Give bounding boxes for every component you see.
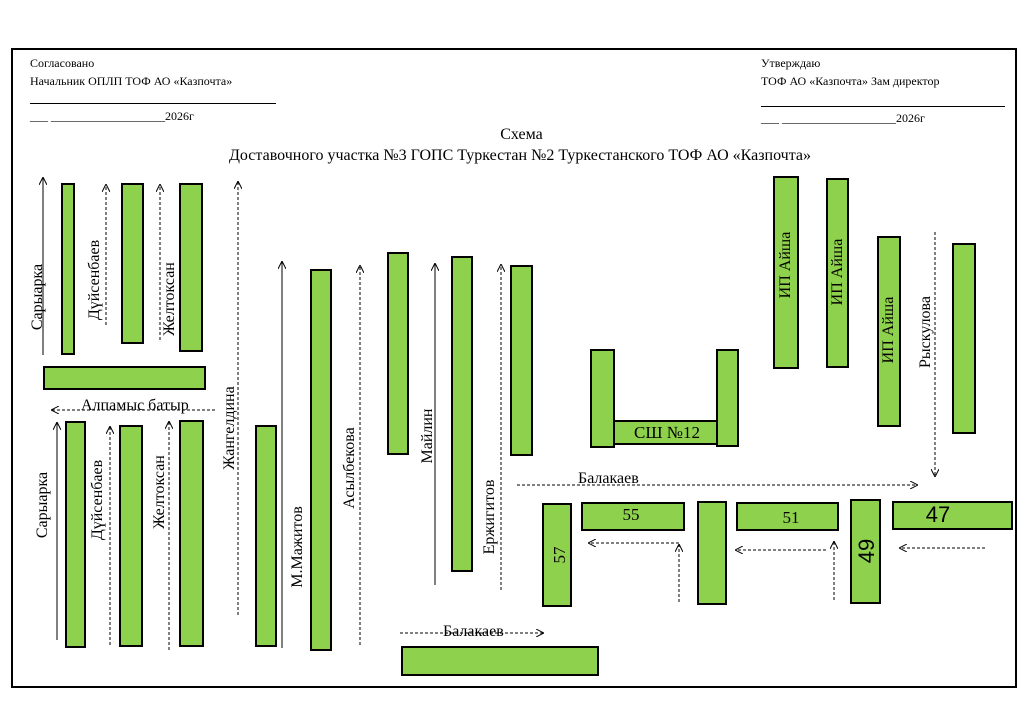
block-balakaev-bottom bbox=[401, 646, 599, 676]
house-47-label: 47 bbox=[925, 502, 951, 527]
block-duisenbaev-bottom bbox=[119, 425, 143, 647]
street-mailin: Майлин bbox=[419, 408, 436, 464]
block-saryarka-bottom bbox=[65, 421, 86, 648]
block-zheltoksan-bottom bbox=[179, 420, 204, 647]
street-asylbekova: Асылбекова bbox=[341, 427, 358, 509]
block-47 bbox=[892, 501, 1013, 530]
street-zhangeldina: Жангелдина bbox=[221, 386, 238, 470]
house-49-label: 49 bbox=[854, 538, 879, 564]
street-ryskulova: Рыскулова bbox=[917, 295, 934, 369]
block-asylbekova bbox=[387, 252, 409, 455]
block-erzhigitov bbox=[510, 265, 533, 456]
ip-aisha-label-3: ИП Айша bbox=[880, 296, 897, 364]
approval-left-position: Начальник ОПЛП ТОФ АО «Казпочта» bbox=[30, 74, 233, 88]
block-mailin bbox=[451, 256, 473, 572]
approval-left-title: Согласовано bbox=[30, 56, 95, 70]
block-school-left bbox=[590, 349, 615, 448]
street-alpamys: Алпамыс батыр bbox=[81, 397, 189, 414]
street-zheltoksan-top: Желтоксан bbox=[161, 262, 178, 336]
block-between-55-51 bbox=[697, 501, 727, 605]
scheme-subtitle: Доставочного участка №3 ГОПС Туркестан №2 Туркестанского ТОФ АО «Казпочта» bbox=[228, 147, 811, 164]
street-duisenbaev-top: Дүйсенбаев bbox=[86, 239, 103, 321]
approval-left-date: ___ ___________________2026г bbox=[30, 109, 194, 123]
block-school-right bbox=[716, 349, 739, 447]
block-saryarka-top bbox=[61, 183, 75, 355]
approval-right-title: Утверждаю bbox=[761, 56, 821, 70]
block-zheltoksan-top bbox=[179, 183, 203, 352]
school-label: СШ №12 bbox=[634, 423, 700, 442]
ip-aisha-label-1: ИП Айша bbox=[777, 231, 794, 299]
street-duisenbaev-bottom: Дүйсенбаев bbox=[89, 459, 106, 541]
block-horizontal-left bbox=[43, 366, 206, 390]
block-ryskulova bbox=[952, 243, 976, 434]
street-saryarka-top: Сарыарка bbox=[29, 263, 46, 331]
street-mazhitov: М.Мажитов bbox=[289, 506, 306, 588]
house-55-label: 55 bbox=[622, 505, 640, 524]
street-balakaev-top: Балакаев bbox=[578, 470, 639, 487]
street-saryarka-bottom: Сарыарка bbox=[34, 471, 51, 539]
street-erzhigitov: Ержигитов bbox=[481, 479, 498, 555]
ip-aisha-label-2: ИП Айша bbox=[829, 238, 846, 306]
street-zheltoksan-bottom: Желтоксан bbox=[151, 455, 168, 529]
block-mazhitov bbox=[310, 269, 332, 651]
approval-right-date: ___ ___________________2026г bbox=[761, 111, 925, 125]
house-51-label: 51 bbox=[782, 508, 800, 527]
approval-right-position: ТОФ АО «Казпочта» Зам директор bbox=[761, 74, 940, 88]
block-duisenbaev-top bbox=[121, 183, 144, 344]
house-57-label: 57 bbox=[550, 546, 569, 564]
block-zhangeldina bbox=[255, 425, 277, 647]
scheme-title: Схема bbox=[500, 126, 543, 143]
street-balakaev-bottom: Балакаев bbox=[443, 623, 504, 640]
